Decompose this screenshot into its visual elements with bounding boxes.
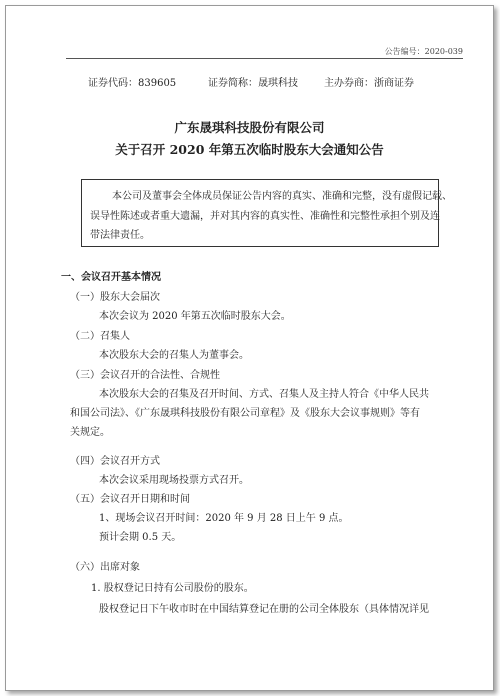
item-body: 本次股东大会的召集人为董事会。 — [99, 350, 249, 361]
item-body: 本次会议为 2020 年第五次临时股东大会。 — [99, 311, 291, 322]
item-title: （二）召集人 — [70, 331, 130, 342]
stock-code: 证券代码：839605 — [88, 78, 177, 89]
section-heading: 一、会议召开基本情况 — [61, 272, 161, 283]
item-body-line: 本次股东大会的召集及召开时间、方式、召集人及主持人符合《中华人民共 — [99, 389, 429, 400]
disclaimer-box — [81, 179, 452, 247]
item-title: （五）会议召开日期和时间 — [70, 494, 190, 505]
notice-title: 关于召开 2020 年第五次临时股东大会通知公告 — [115, 142, 384, 157]
item-body: 股权登记日下午收市时在中国结算登记在册的公司全体股东（具体情况详见 — [99, 604, 429, 615]
company-title: 广东晟琪科技股份有限公司 — [174, 120, 325, 135]
disclaimer-line: 本公司及董事会全体成员保证公告内容的真实、准确和完整，没有虚假记载、 — [112, 191, 452, 202]
stock-abbreviation: 证券简称：晟琪科技 — [208, 78, 298, 89]
document-page — [5, 5, 494, 691]
broker: 主办券商：浙商证券 — [324, 78, 414, 89]
disclaimer-line: 误导性陈述或者重大遗漏，并对其内容的真实性、准确性和完整性承担个别及连 — [90, 211, 440, 222]
item-title: （四）会议召开方式 — [70, 456, 160, 467]
item-body: 本次会议采用现场投票方式召开。 — [99, 475, 249, 486]
item-body: 预计会期 0.5 天。 — [99, 532, 182, 543]
announcement-number: 公告编号：2020-039 — [384, 47, 463, 56]
item-title: （三）会议召开的合法性、合规性 — [70, 370, 220, 381]
item-body-line: 关规定。 — [70, 427, 110, 438]
item-title: （一）股东大会届次 — [70, 292, 160, 303]
header-rule — [66, 58, 463, 59]
item-body-line: 和国公司法》、《广东晟琪科技股份有限公司章程》及《股东大会议事规则》等有 — [70, 408, 420, 419]
disclaimer-line: 带法律责任。 — [90, 230, 150, 241]
item-body: 1. 股权登记日持有公司股份的股东。 — [91, 583, 254, 594]
item-body: 1、现场会议召开时间：2020 年 9 月 28 日上午 9 点。 — [99, 513, 349, 524]
item-title: （六）出席对象 — [70, 562, 140, 573]
